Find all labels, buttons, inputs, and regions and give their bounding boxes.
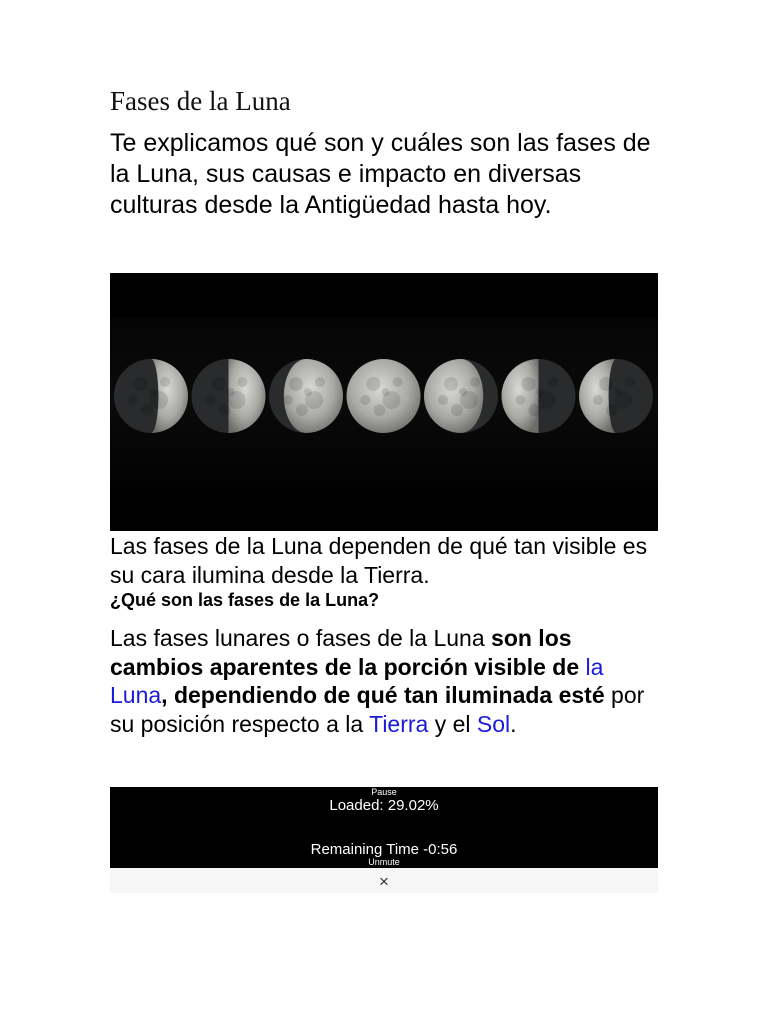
moon-phases-image [110, 273, 658, 531]
moon-phase [424, 359, 498, 433]
moon-phases-graphic [110, 273, 658, 531]
text-segment: . [510, 710, 517, 737]
link-la-luna[interactable]: la Luna [110, 653, 604, 708]
close-icon[interactable]: × [379, 872, 389, 891]
close-video-button[interactable] [110, 868, 658, 893]
image-caption: Las fases de la Luna dependen de qué tan visible es su cara ilumina desde la Tierra. [110, 533, 648, 588]
video-player[interactable] [110, 787, 658, 868]
text-segment: y el [428, 710, 477, 737]
bold-segment: , dependiendo de qué tan iluminada esté [161, 682, 605, 708]
moon-phase [579, 359, 653, 433]
link-tierra[interactable]: Tierra [369, 710, 429, 737]
bold-segment: son los cambios aparentes de la porción visible de [110, 625, 586, 680]
loaded-status: Loaded: 29.02% [329, 797, 439, 814]
moon-phase [502, 359, 576, 433]
section-heading: ¿Qué son las fases de la Luna? [110, 590, 380, 610]
link-sol[interactable]: Sol [476, 710, 511, 737]
intro-paragraph: Te explicamos qué son y cuáles son las fases de la Luna, sus causas e impacto en diversas culturas desde la Antigüedad hasta hoy. [110, 129, 651, 219]
remaining-time: Remaining Time -0:56 [310, 841, 458, 858]
moon-phase [347, 359, 421, 433]
moon-phase [114, 359, 188, 433]
unmute-button[interactable]: Unmute [368, 857, 400, 867]
moon-phase [192, 359, 266, 433]
definition-paragraph [110, 624, 658, 738]
page-title: Fases de la Luna [110, 86, 291, 116]
text-segment: Las fases lunares o fases de la Luna [110, 625, 492, 651]
pause-button[interactable]: Pause [371, 787, 397, 797]
moon-phase [269, 359, 343, 433]
text-segment: por su posición respecto a la [110, 682, 645, 737]
